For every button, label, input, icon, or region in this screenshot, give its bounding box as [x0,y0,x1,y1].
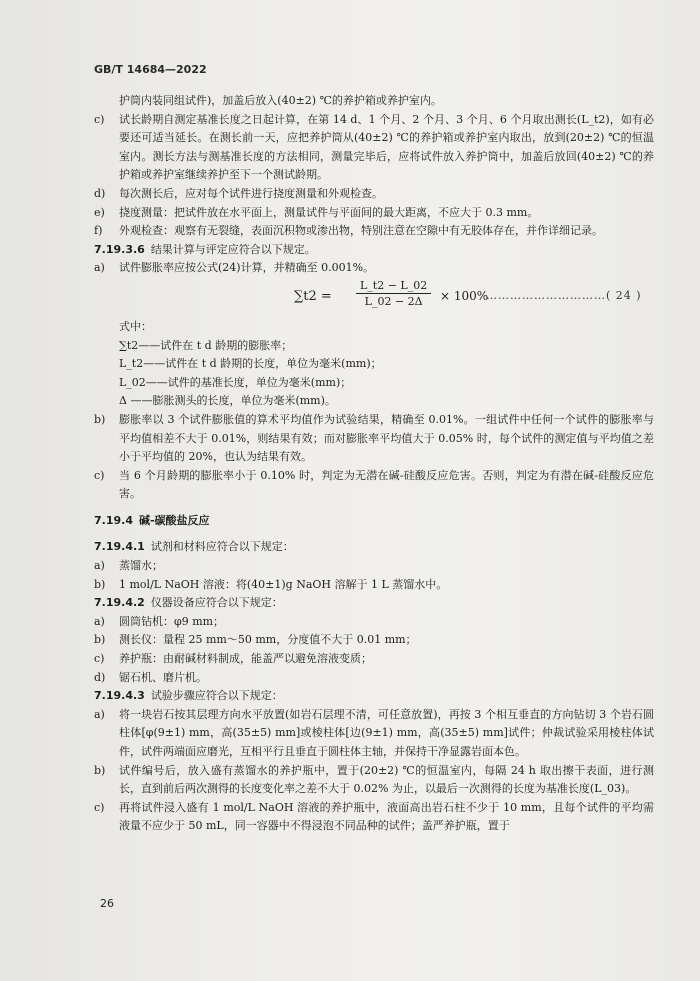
page-number: 26 [100,897,114,910]
list-item: b) 测长仪：量程 25 mm～50 mm，分度值不大于 0.01 mm； [94,633,417,647]
formula-denominator: L_02 − 2Δ [364,294,423,308]
list-item: c) 试长龄期自测定基准长度之日起计算，在第 14 d、1 个月、2 个月、3 个月、6 个月取出测长(L_t2)，如有必要还可适当延长。在测长前一天，应把养护筒从(40±2) ℃的养护箱或养护室内取出，放到(20±2) ℃的恒温室内。测长方法与测基准长度的方法相同，测量完毕后，应将试件放入养护筒中，加盖后放回(40±2) ℃的养护箱或养护室继续养护至下一个测试龄期。 [94,112,654,182]
list-item: d) 锯石机、磨片机。 [94,670,207,684]
section-heading: 7.19.4.3 试验步骤应符合以下规定： [94,689,283,703]
standard-number-header: GB/T 14684—2022 [94,63,207,76]
section-heading: 7.19.3.6 结果计算与评定应符合以下规定。 [94,242,316,256]
list-item: c) 当 6 个月龄期的膨胀率小于 0.10% 时，判定为无潜在碱-硅酸反应危害。否则，判定为有潜在碱-硅酸反应危害。 [94,468,654,501]
formula-lhs: ∑t2 = [294,288,332,304]
list-item: a) 将一块岩石按其层理方向水平放置(如岩石层理不清，可任意放置)，再按 3 个相互垂直的方向钻切 3 个岩石圆柱体[φ(9±1) mm，高(35±5) mm]或棱柱体[边(9±1) mm，高(35±5) mm]试件；仲裁试验采用棱柱体试件，试件两端面应磨光，互相平行且垂直于圆柱体主轴，并保持干净显露岩面本色。 [94,707,654,758]
measurement-list [94,111,654,241]
formula-tail: × 100% [440,288,489,303]
formula-fraction [356,278,431,309]
list-item: b) 1 mol/L NaOH 溶液：将(40±1)g NaOH 溶解于 1 L 蒸馏水中。 [94,577,448,591]
section-heading: 7.19.4.2 仪器设备应符合以下规定： [94,596,283,610]
list-item: a) 试件膨胀率应按公式(24)计算，并精确至 0.001%。 [94,261,375,275]
variable-definition: L_t2——试件在 t d 龄期的长度，单位为毫米(mm)； [119,357,382,371]
list-item: b) 膨胀率以 3 个试件膨胀值的算术平均值作为试验结果，精确至 0.01%。一组试件中任何一个试件的膨胀率与平均值相差不大于 0.01%，则结果有效；而对膨胀率平均值大于 0.05% 时，每个试件的测定值与平均值之差小于平均值的 20%，也认为结果有效。 [94,412,654,464]
list-item: b) 试件编号后，放入盛有蒸馏水的养护瓶中，置于(20±2) ℃的恒温室内，每隔 24 h 取出擦干表面，进行测长，直到前后两次测得的长度变化率之差不大于 0.02% 为止，以最后一次测得的长度为基准长度(L_03)。 [94,763,654,796]
list-item: f) 外观检查：观察有无裂缝，表面沉积物或渗出物，特别注意在空隙中有无胶体存在，并作详细记录。 [94,224,603,238]
list-item: d) 每次测长后，应对每个试件进行挠度测量和外观检查。 [94,186,383,200]
list-item: c) 养护瓶：由耐碱材料制成，能盖严以避免溶液变质； [94,652,372,666]
where-label: 式中： [119,319,152,333]
continued-paragraph: 护筒内装同组试件)，加盖后放入(40±2) ℃的养护箱或养护室内。 [119,94,442,107]
list-item: c) 再将试件浸入盛有 1 mol/L NaOH 溶液的养护瓶中，液面高出岩石柱不少于 10 mm，且每个试件的平均需液量不应少于 50 mL，同一容器中不得浸泡不同品种的试件；盖严养护瓶，置于 [94,800,654,833]
page-content [94,92,654,836]
list-item: e) 挠度测量：把试件放在水平面上，测量试件与平面间的最大距离，不应大于 0.3 mm。 [94,205,539,219]
section-heading: 7.19.4.1 试剂和材料应符合以下规定： [94,540,294,554]
list-item: a) 圆筒钻机：φ9 mm； [94,614,225,628]
list-item: a) 蒸馏水； [94,559,163,573]
formula-number: …………………………( 24 ) [486,288,642,302]
variable-definition: ∑t2——试件在 t d 龄期的膨胀率； [119,338,293,352]
variable-definition: Δ ——膨胀测头的长度，单位为毫米(mm)。 [119,394,336,408]
variable-definitions [94,337,654,411]
variable-definition: L_02——试件的基准长度，单位为毫米(mm)； [119,375,352,389]
formula-24 [94,280,654,312]
formula-numerator: L_t2 − L_02 [356,278,431,294]
section-heading: 7.19.4 碱-碳酸盐反应 [94,513,210,527]
